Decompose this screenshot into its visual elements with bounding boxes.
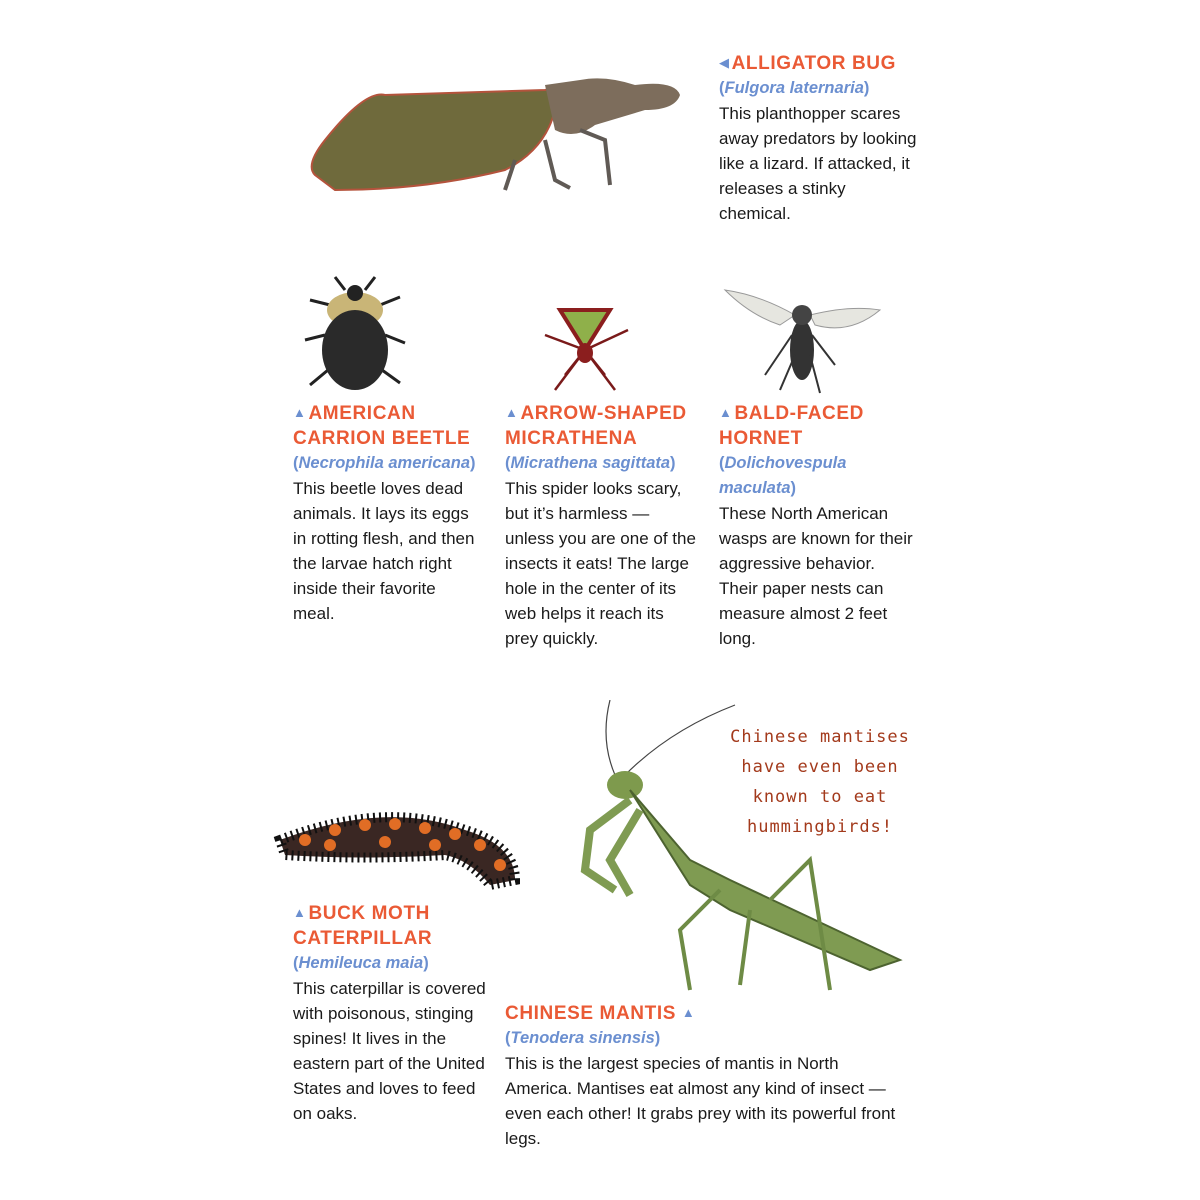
scientific-name: (Tenodera sinensis) xyxy=(505,1029,661,1047)
scientific-name: (Micrathena sagittata) xyxy=(505,454,676,472)
fun-fact-callout xyxy=(730,722,910,842)
scientific-name: (Hemileuca maia) xyxy=(293,954,429,972)
entry-title: ▲ BALD-FACED HORNET xyxy=(719,403,864,449)
arrow-up-icon: ▲ xyxy=(719,405,733,420)
arrow-up-icon: ▲ xyxy=(505,405,519,420)
arrow-up-icon: ▲ xyxy=(681,1005,696,1020)
arrow-left-icon: ◀ xyxy=(719,55,730,70)
alligator-bug-illustration xyxy=(305,70,685,200)
entry-chinese-mantis xyxy=(505,1000,900,1151)
entry-description: This spider looks scary, but it’s harmless — unless you are one of the insects it eats! The large hole in the center of its web helps it reach its prey quickly. xyxy=(505,479,696,648)
scientific-name: (Fulgora laternaria) xyxy=(719,79,870,97)
entry-american-carrion-beetle xyxy=(293,400,478,626)
entry-description: This planthopper scares away predators by looking like a lizard. If attacked, it releases a stinky chemical. xyxy=(719,104,917,223)
entry-description: This caterpillar is covered with poisonous, stinging spines! It lives in the eastern part of the United States and loves to feed on oaks. xyxy=(293,979,486,1123)
entry-bald-faced-hornet xyxy=(719,400,914,651)
entry-description: This beetle loves dead animals. It lays its eggs in rotting flesh, and then the larvae hatch right inside their favorite meal. xyxy=(293,479,475,623)
arrow-up-icon: ▲ xyxy=(293,405,307,420)
buck-moth-caterpillar-illustration xyxy=(265,780,540,900)
entry-buck-moth-caterpillar xyxy=(293,900,493,1126)
entry-alligator-bug xyxy=(719,50,919,226)
entry-title: ◀ ALLIGATOR BUG xyxy=(719,53,896,74)
hornet-illustration xyxy=(720,285,885,395)
entry-title: ▲ BUCK MOTH CATERPILLAR xyxy=(293,903,433,949)
carrion-beetle-illustration xyxy=(300,275,410,395)
entry-description: This is the largest species of mantis in North America. Mantises eat almost any kind of insect — even each other! It grabs prey with its powerful front legs. xyxy=(505,1054,896,1148)
fun-fact-line: Chinese mantises xyxy=(730,727,910,747)
fun-fact-line: known to eat xyxy=(752,787,888,807)
scientific-name: (Necrophila americana) xyxy=(293,454,476,472)
scientific-name: (Dolichovespula maculata) xyxy=(719,454,847,497)
fun-fact-line: hummingbirds! xyxy=(746,817,894,837)
entry-title: ▲ AMERICAN CARRION BEETLE xyxy=(293,403,471,449)
entry-title: CHINESE MANTIS ▲ xyxy=(505,1003,696,1024)
entry-description: These North American wasps are known for their aggressive behavior. Their paper nests can measure almost 2 feet long. xyxy=(719,504,913,648)
entry-arrow-shaped-micrathena xyxy=(505,400,700,651)
fun-fact-line: have even been xyxy=(741,757,899,777)
micrathena-spider-illustration xyxy=(540,305,630,395)
entry-title: ▲ ARROW-SHAPED MICRATHENA xyxy=(505,403,687,449)
arrow-up-icon: ▲ xyxy=(293,905,307,920)
